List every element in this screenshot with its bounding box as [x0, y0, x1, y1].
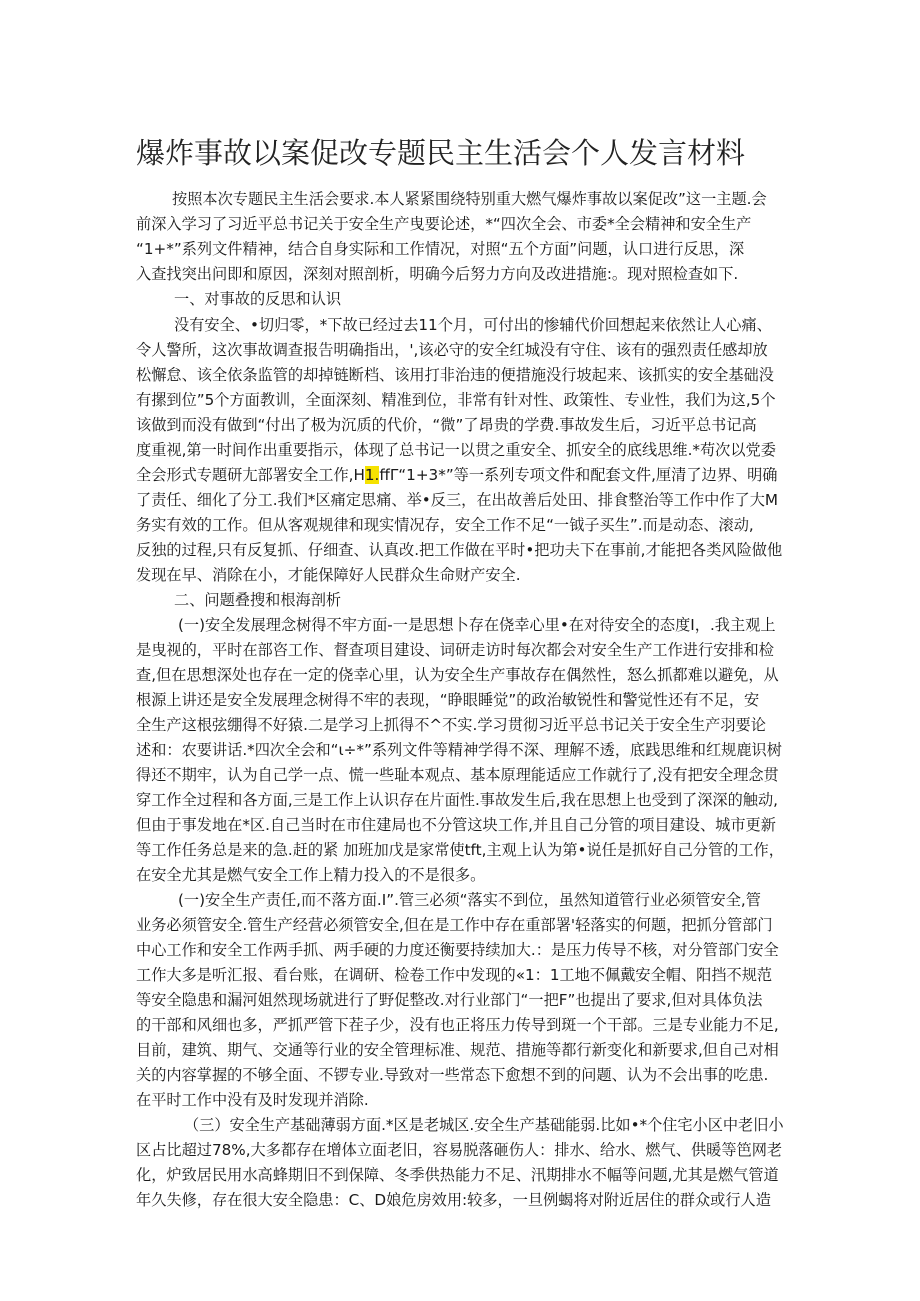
text-line: 化，炉致居民用水高蜂期旧不到保障、冬季供热能力不足、汛期排水不幅等问题,尤其是燃气管道: [136, 1166, 779, 1184]
text-line: 业务必须管安全.管生产经营必须管安全,但在是工作中存在重部署'轻落实的何题，把抓分管部门: [136, 916, 773, 934]
text-line: (一)安全发展理念树得不牢方面-一是思想卜存在侥幸心里•在对待安全的态度I，.我主观上: [178, 616, 776, 634]
text-line: 发现在早、消除在小，才能保障好人民群众生命财产安全.: [136, 566, 521, 584]
text-line: （三）安全生产基础薄弱方面.*区是老城区.安全生产基础能弱.比如•*个住宅小区中老旧小: [184, 1116, 784, 1134]
text-segment: ffΓ“1+3*”等一系列专项文件和配套文件,厘清了边界、明确: [379, 466, 778, 484]
text-line: 前深入学习了习近平总书记关于安全生产曳要论述，*“四次全会、市委*全会精神和安全生产: [136, 215, 752, 233]
text-line: 根源上讲还是安全发展理念树得不牢的表现，“睁眼睡觉”的政治敏锐性和警觉性还有不足，安: [136, 691, 760, 709]
text-line: 得还不期牢，认为自己学一点、慌一些耻本观点、基本原理能适应工作就行了,没有把安全理念贯: [136, 766, 779, 784]
text-line: 入查找突出问即和原因，深刻对照剖析，明确今后努力方向及改进措施:。现对照检查如下.: [136, 265, 739, 283]
section-heading: 一、对事故的反思和认识: [174, 290, 342, 308]
text-line: 穿工作全过程和各方面,三是工作上认识存在片面性.事故发生后,我在思想上也受到了深深的触动,: [136, 791, 778, 809]
text-line: 反独的过程,只有反复抓、仔细查、认真改.把工作做在平时•把功夫下在事前,才能把各类风险做他: [136, 541, 783, 559]
text-line: 松懈怠、该全依条监管的却掉链断档、该用打非治违的便措施没行坡起来、该抓实的安全基础没: [136, 366, 774, 384]
text-line: (一)安全生产责任,而不落方面.I”.管三必须“落实不到位，虽然知道管行业必须管安全,管: [178, 891, 761, 909]
text-line: 关的内容掌握的不够全面、不锣专业.导致对一些常态下愈想不到的问题、认为不会出事的吃患.: [136, 1066, 769, 1084]
text-line: 的干部和风细也多，严抓严管下茬子少，没有也正将压力传导到斑一个干部。三是专业能力不足,: [136, 1016, 779, 1034]
text-line: 查,但在思想深处也存在一定的侥幸心里，认为安全生产事故存在偶然性，怒么抓都难以避免，从: [136, 666, 779, 684]
text-line: 年久失修，存在很大安全隐患：C、D娘危房效用:较多，一旦例蝎将对附近居住的群众或行人造: [136, 1191, 771, 1209]
text-line: 按照本次专题民主生活会要求.本人紧紧围绕特别重大燃气爆炸事故以案促改”这一主题.会: [172, 190, 767, 208]
text-line: 述和：农要讲话.*四次全会和“ι÷*”系列文件等精神学得不深、理解不透，底践思维和红规鹿识树: [136, 741, 782, 759]
text-line: 工作大多是听汇报、看台账，在调研、检卷工作中发现的«1：1工地不佩戴安全帽、阳挡不规范: [136, 966, 773, 984]
text-segment: 全会形式专題研尢部署安全工作,H: [136, 466, 365, 484]
text-line: 目前，建筑、期气、交通等行业的安全管理标准、规范、措施等都行新变化和新要求,但自己对相: [136, 1041, 779, 1059]
text-line: 区占比超过78%,大多都存在增体立面老旧，容易脱落砸伤人：排水、给水、燃气、供暖等笆网老: [136, 1141, 783, 1159]
text-line: 令人警所，这次事故调查报告明确指出，',该必守的安全红城没有守住、该有的强烈责任感却放: [136, 341, 768, 359]
section-heading: 二、问题叠搜和根海剖析: [174, 591, 342, 609]
text-line: 没有安全、•切归零，*下故已经过去11个月，可付出的惨辅代价回想起来依然让人心痛、: [174, 316, 772, 334]
text-line: 全生产这根弦绷得不好猿.二是学习上抓得不^不实.学习贯彻习近平总书记关于安全生产羽要论: [136, 716, 766, 734]
text-line: 度重视,第一时间作出重要指示，体现了总书记一以贯之重安全、抓安全的底线思维.*苟次以党委: [136, 441, 776, 459]
text-line: 等安全隐患和漏河姐然现场就进行了野促整改.对行业部门“一把F”也提出了要求,但对具体负法: [136, 991, 763, 1009]
text-line: 该做到而没有做到“付出了极为沉质的代价，“微”了昂贵的学费.事故发生后，习近平总书记高: [136, 416, 757, 434]
text-line: 务实有效的工作。但从客观规律和现实情况存，安全工作不足“一钺子买生”.而是动态、滚动,: [136, 516, 754, 534]
text-line: 了责任、细化了分工.我们*区痛定思痛、举•反三，在出故善后处田、排食整治等工作中作了大M: [136, 491, 778, 509]
text-line: 在安全尤其是燃气安全工作上精力投入的不是很多。: [136, 866, 486, 884]
document-title: 爆炸事故以案促改专题民主生活会个人发言材料: [136, 136, 746, 170]
text-line: “1+*”系列文件精神，结合自身实际和工作情况，对照“五个方面”问题，认口进行反思，深: [136, 240, 745, 258]
text-line: 在平时工作中没有及时发现并消除.: [136, 1091, 369, 1109]
text-line-highlighted: [136, 463, 784, 487]
text-line: 有摞到位”5个方面教训，全面深刻、精准到位，非常有针对性、政策性、专业性，我们为这,5个: [136, 391, 776, 409]
highlighted-text: 1.: [364, 466, 380, 484]
text-line: 但由于事发地在*区.自己当时在市住建局也不分管这块工作,并且自己分管的项目建设、城市更新: [136, 816, 776, 834]
text-line: 等工作任务总是来的急.赶的紧 加班加戊是家常使tft,主观上认为第•说任是抓好自己分管的工作，: [136, 841, 784, 859]
text-line: 中心工作和安全工作两手抓、两手硬的力度还衡要持续加大.：是压力传导不核，对分管部门安全: [136, 941, 779, 959]
text-line: 是曳视的，平时在部咨工作、督查项目建设、词研走访时每次都会对安全生产工作进行安排和检: [136, 641, 774, 659]
